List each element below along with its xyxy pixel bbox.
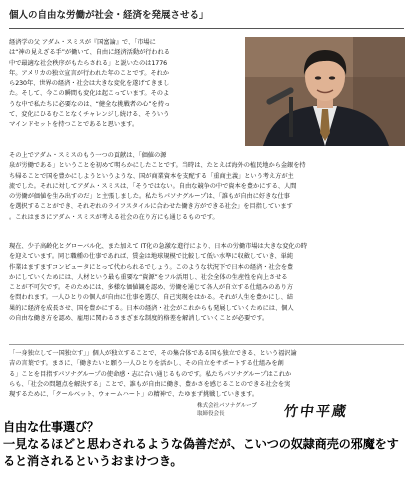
speaker-photo (245, 37, 405, 146)
paragraph-line: る」ことを目指すパソナグループの使命感・志に合い通じるものです。私たちパソナグループはこれか (9, 370, 292, 378)
paragraph-line: 果的に経済を成長させ、国を豊かにする。日本の経済・社会がこれからも発展していくためには、個人 (9, 304, 294, 312)
paragraph-line: 流でした。それに対してアダム・スミスは、「そうではない。自由な競争の中で資本を豊かにする、人間 (9, 182, 297, 190)
paragraph-divider (9, 344, 404, 345)
paragraph-line: の自由な働き方を認め、雇用に関わるさまざまな制度的格差を解消していくことが必要です。 (9, 315, 269, 323)
paragraph-line: 経済学の父 アダム・スミスが『国富論』で、「市場に (9, 39, 156, 46)
speaker-photo-illustration (245, 37, 405, 146)
paragraph-line: の労働が価値を生み出すのだ」と主張しました。私たちパソナグループは、「誰もが自由に好きな仕事 (9, 193, 290, 201)
caption-line-1: 自由な仕事選び？ (3, 420, 99, 434)
paragraph-line: 。これはまさにアダム・スミスが考える社会の在り方にも通じるものです。 (9, 213, 219, 221)
paragraph-line: その上でアダム・スミスのもう一つの貢献は、「価値の源 (9, 152, 167, 159)
paragraph-line: て、変化にひるむことなくチャレンジし続ける、そういう (9, 111, 170, 119)
title-divider (9, 28, 404, 29)
company-name: 株式会社パソナグループ (197, 403, 257, 409)
paragraph-line: マインドセットを持つことであると思います。 (9, 121, 139, 129)
caption-line-3: ると消されるというおまけつき。 (3, 454, 183, 468)
paragraph-line: 中で最適な社会秩序がもたらされる」と説いたのは1776 (9, 59, 168, 67)
paragraph-line: 年。アメリカの独立宣言が行われた年のことです。それか (9, 69, 170, 77)
company-role: 取締役会長 (197, 411, 225, 417)
article-title: 個人の自由な労働が社会・経済を発展させる」 (9, 10, 209, 21)
paragraph-line: 作業はますますコンピュータにとって代わられるでしょう。このような状況下で日本の経済・社会を豊 (9, 263, 294, 271)
paragraph-line: を選択することができ、それぞれのライフスタイルに合わせた働き方ができる社会」を目指しています (9, 203, 293, 211)
paragraph-line: らも、「社会の問題点を解決する」ことで、誰もが自由に働き、豊かさを感じることのできる社会を実 (9, 380, 291, 388)
paragraph-line: 吉の言葉です。まさに、「働きたいと願う一人ひとりを活かし、その自立をサポートする仕組みを創 (9, 360, 284, 368)
paragraph-line: は“神の見えざる手”が働いて、自由に経済活動が行われる (9, 49, 170, 57)
paragraph-line: 「一身独立して一国独立す」」個人が独立することで、その集合体である国も独立できる、という福沢諭 (9, 350, 297, 357)
paragraph-line: うな中で私たちに必要なのは、“健全な挑戦者の心”を持っ (9, 100, 171, 108)
signature: 竹中平蔵 (282, 404, 349, 420)
paragraph-1 (9, 38, 237, 142)
paragraph-line: た。そして、今この瞬間も変化は起こっています。そのよ (9, 90, 170, 98)
paragraph-line: 泉が労働である」ということを初めて明らかにしたことです。当時は、たとえば海外の植民地から金銀を持 (9, 162, 306, 170)
paragraph-line: ことが不可欠です。そのためには、多様な価値観を認め、労働を通じて各人が自立する仕組みのあり方 (9, 284, 293, 292)
paragraph-line: を迎えています。同じ職種の仕事であれば、賃金は地球規模で比較して低い水準に収斂していき、単純 (9, 253, 293, 261)
paragraph-4 (9, 349, 405, 401)
paragraph-line: を問われます。一人ひとりの個人が自由に仕事を選び、自己実現をはかる。それが人生を豊かにし、結 (9, 294, 293, 302)
paragraph-line: ら230年、世界の経済・社会は大きな変化を遂げてきまし (9, 80, 170, 88)
paragraph-line: 現するために、「クールベット、ウォームハート」の精神で、たゆまず挑戦していきます。 (9, 391, 259, 399)
paragraph-line: ち帰ることで国を豊かにしようというような、国が商業資本を支配する「重商主義」という考え方が主 (9, 172, 294, 180)
paragraph-line: 現在、少子高齢化とグローバル化、また加えて IT化の急激な進行により、日本の労働市場は大きな変化の時 (9, 243, 308, 250)
paragraph-2 (9, 151, 405, 235)
commentary-caption (3, 419, 416, 470)
company-credit (197, 402, 277, 418)
paragraph-3 (9, 242, 405, 342)
caption-line-2: 一見なるほどと思わされるような偽善だが、こいつの奴隷商売の邪魔をす (3, 437, 399, 451)
paragraph-line: かにしていくためには、人材という最も重要な“資源”をフル活用し、社会全体の生産性を向上させる (9, 273, 288, 281)
